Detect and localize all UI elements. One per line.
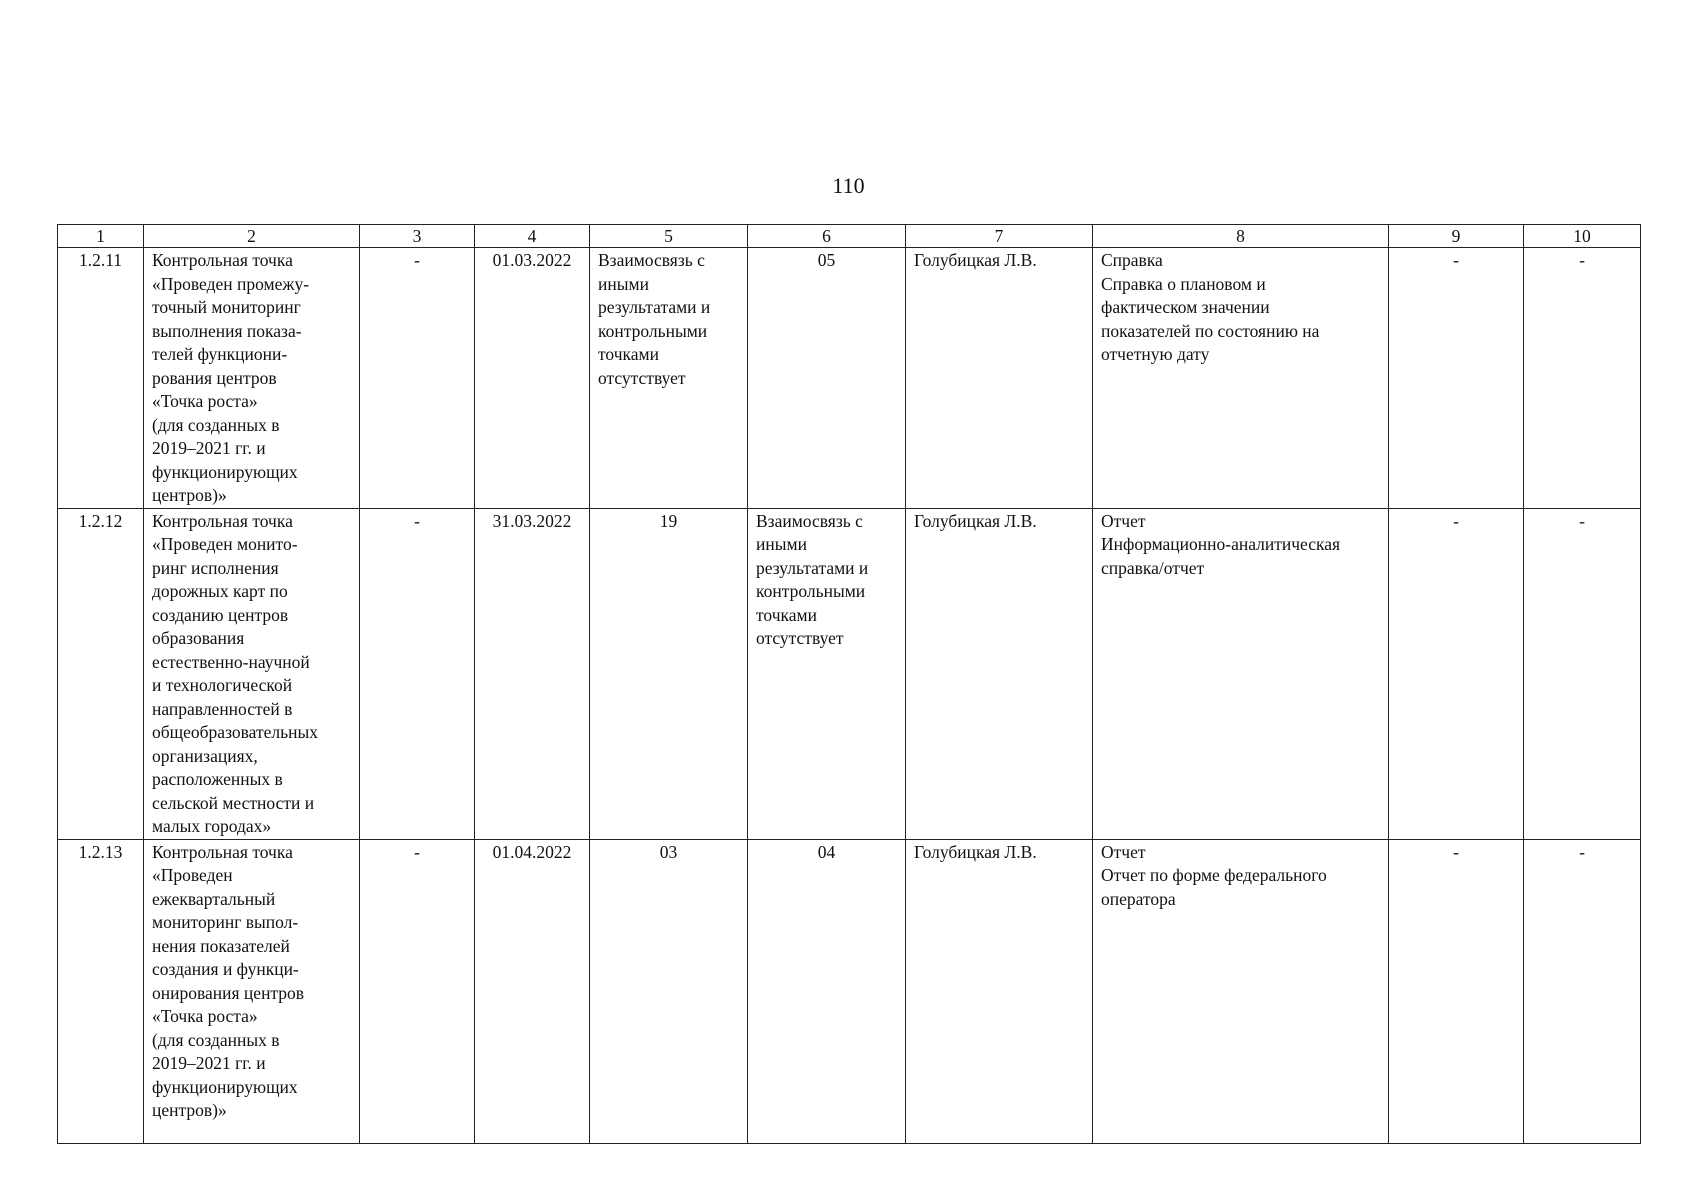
column-header: 3	[360, 225, 475, 248]
row-col5: 19	[590, 508, 748, 839]
row-name: Контрольная точка «Проведен промежу- точный мониторинг выполнения показа- телей функциони- рования центров «Точка роста» (для созданных в 2019–2021 гг. и функционирующих центров)»	[144, 248, 360, 509]
row-col3: -	[360, 508, 475, 839]
row-number: 1.2.12	[58, 508, 144, 839]
row-name: Контрольная точка «Проведен монито- ринг исполнения дорожных карт по созданию центров образования естественно-научной и технологической направленностей в общеобразовательных организациях, расположенных в сельской местности и малых городах»	[144, 508, 360, 839]
column-header: 8	[1093, 225, 1389, 248]
table-row	[58, 508, 1641, 839]
column-header: 1	[58, 225, 144, 248]
row-col9: -	[1389, 508, 1524, 839]
row-date: 01.04.2022	[475, 839, 590, 1143]
table-row	[58, 248, 1641, 509]
column-header: 9	[1389, 225, 1524, 248]
row-col3: -	[360, 248, 475, 509]
row-document: Отчет Информационно-аналитическая справка/отчет	[1093, 508, 1389, 839]
column-header: 10	[1524, 225, 1641, 248]
row-responsible: Голубицкая Л.В.	[906, 508, 1093, 839]
row-col9: -	[1389, 839, 1524, 1143]
row-col10: -	[1524, 839, 1641, 1143]
column-header: 5	[590, 225, 748, 248]
header-row	[58, 225, 1641, 248]
row-col5: Взаимосвязь с иными результатами и контрольными точками отсутствует	[590, 248, 748, 509]
row-date: 01.03.2022	[475, 248, 590, 509]
column-header: 4	[475, 225, 590, 248]
row-col6: 05	[748, 248, 906, 509]
row-col6: Взаимосвязь с иными результатами и контрольными точками отсутствует	[748, 508, 906, 839]
row-number: 1.2.11	[58, 248, 144, 509]
row-name: Контрольная точка «Проведен ежеквартальный мониторинг выпол- нения показателей создания и функци- онирования центров «Точка роста» (для созданных в 2019–2021 гг. и функционирующих центров)»	[144, 839, 360, 1143]
row-col10: -	[1524, 508, 1641, 839]
column-header: 2	[144, 225, 360, 248]
table-row	[58, 839, 1641, 1143]
control-points-table	[57, 224, 1641, 1144]
page-number: 110	[832, 173, 865, 198]
row-col3: -	[360, 839, 475, 1143]
row-col6: 04	[748, 839, 906, 1143]
row-col9: -	[1389, 248, 1524, 509]
column-header: 6	[748, 225, 906, 248]
row-document: Справка Справка о плановом и фактическом значении показателей по состоянию на отчетную дату	[1093, 248, 1389, 509]
row-responsible: Голубицкая Л.В.	[906, 839, 1093, 1143]
row-document: Отчет Отчет по форме федерального оператора	[1093, 839, 1389, 1143]
column-header: 7	[906, 225, 1093, 248]
row-date: 31.03.2022	[475, 508, 590, 839]
row-responsible: Голубицкая Л.В.	[906, 248, 1093, 509]
row-col10: -	[1524, 248, 1641, 509]
row-col5: 03	[590, 839, 748, 1143]
row-number: 1.2.13	[58, 839, 144, 1143]
